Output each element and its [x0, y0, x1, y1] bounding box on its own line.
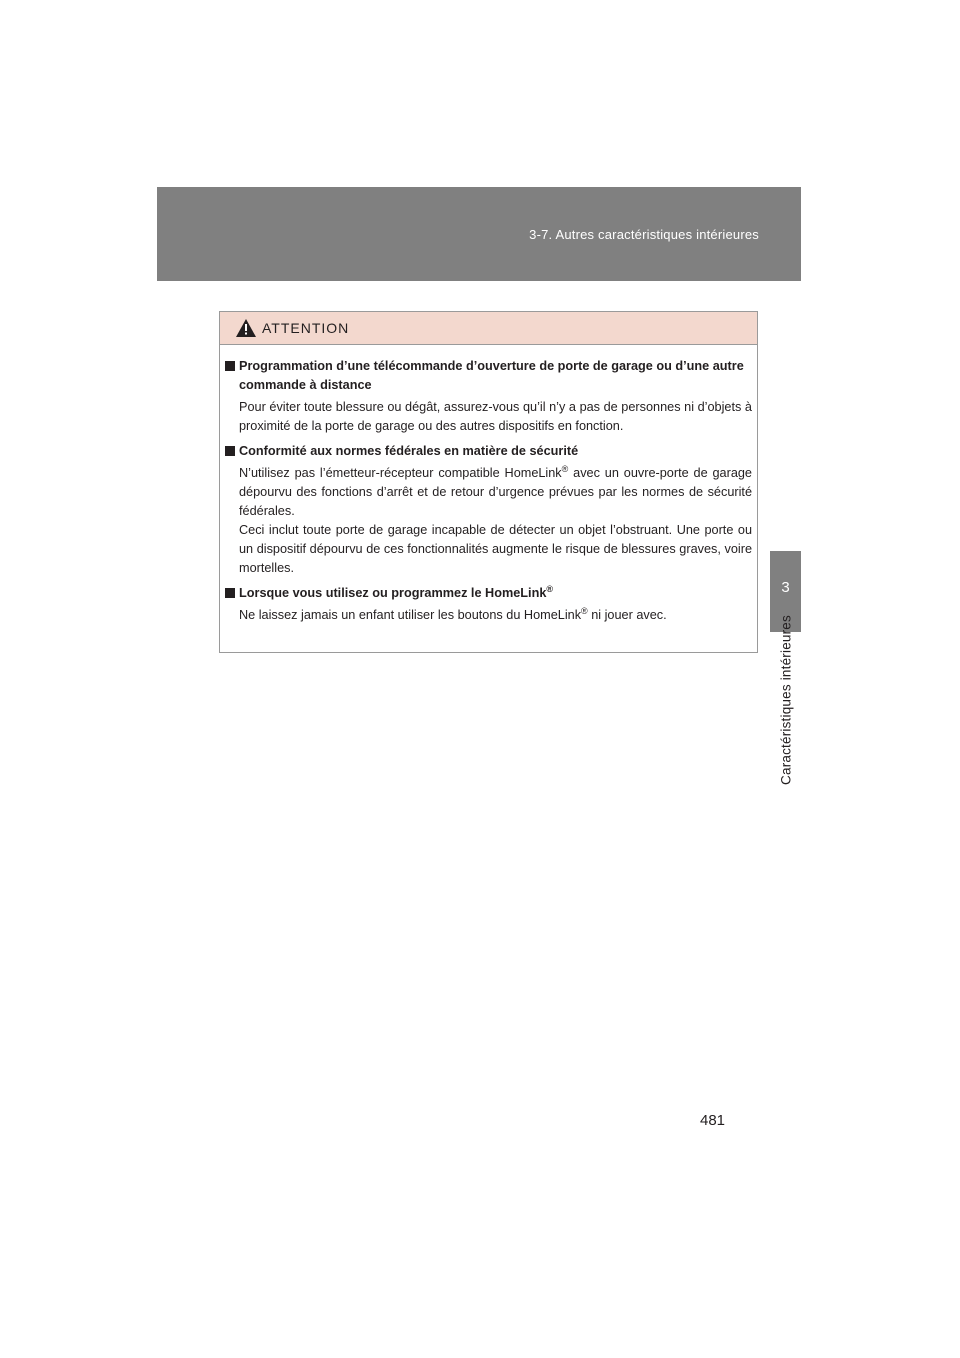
square-bullet-icon: [225, 361, 235, 371]
registered-mark: ®: [546, 583, 554, 594]
warning-icon: [236, 319, 256, 337]
chapter-title: Caractéristiques intérieures: [778, 615, 794, 785]
section-body: Pour éviter toute blessure ou dégât, assurez-vous qu’il n’y a pas de personnes ni d’objets à proximité de la porte de garage ou des autres dispositifs en fonction.: [239, 400, 752, 433]
caution-title: ATTENTION: [262, 320, 350, 336]
section-heading: Programmation d’une télécommande d’ouverture de porte de garage ou d’une autre commande à distance: [225, 357, 752, 395]
section-title: 3-7. Autres caractéristiques intérieures: [529, 227, 759, 242]
section-body: Ne laissez jamais un enfant utiliser les boutons du HomeLink® ni jouer avec.: [239, 605, 667, 622]
square-bullet-icon: [225, 446, 235, 456]
caution-header: [220, 312, 757, 345]
registered-mark: ®: [561, 463, 569, 474]
section-body: N’utilisez pas l’émetteur-récepteur compatible HomeLink® avec un ouvre-porte de garage dépourvu des fonctions d’arrêt et de retour d’urgence prévues par les normes de sécurité fédérales. Ceci inclut toute porte de garage incapable de détecter un objet l’obstruant. Une porte ou un dispositif dépourvu de ces fonctionnalités augmente le risque de blessures graves, voire mortelles.: [239, 463, 752, 575]
section-heading: Lorsque vous utilisez ou programmez le HomeLink®: [225, 584, 752, 603]
page-number: 481: [700, 1112, 726, 1129]
chapter-number: 3: [781, 579, 790, 596]
section-heading: Conformité aux normes fédérales en matière de sécurité: [225, 442, 752, 461]
registered-mark: ®: [581, 605, 588, 616]
square-bullet-icon: [225, 588, 235, 598]
header-band: [157, 187, 801, 281]
caution-content: [220, 345, 757, 625]
caution-box: [219, 311, 758, 653]
